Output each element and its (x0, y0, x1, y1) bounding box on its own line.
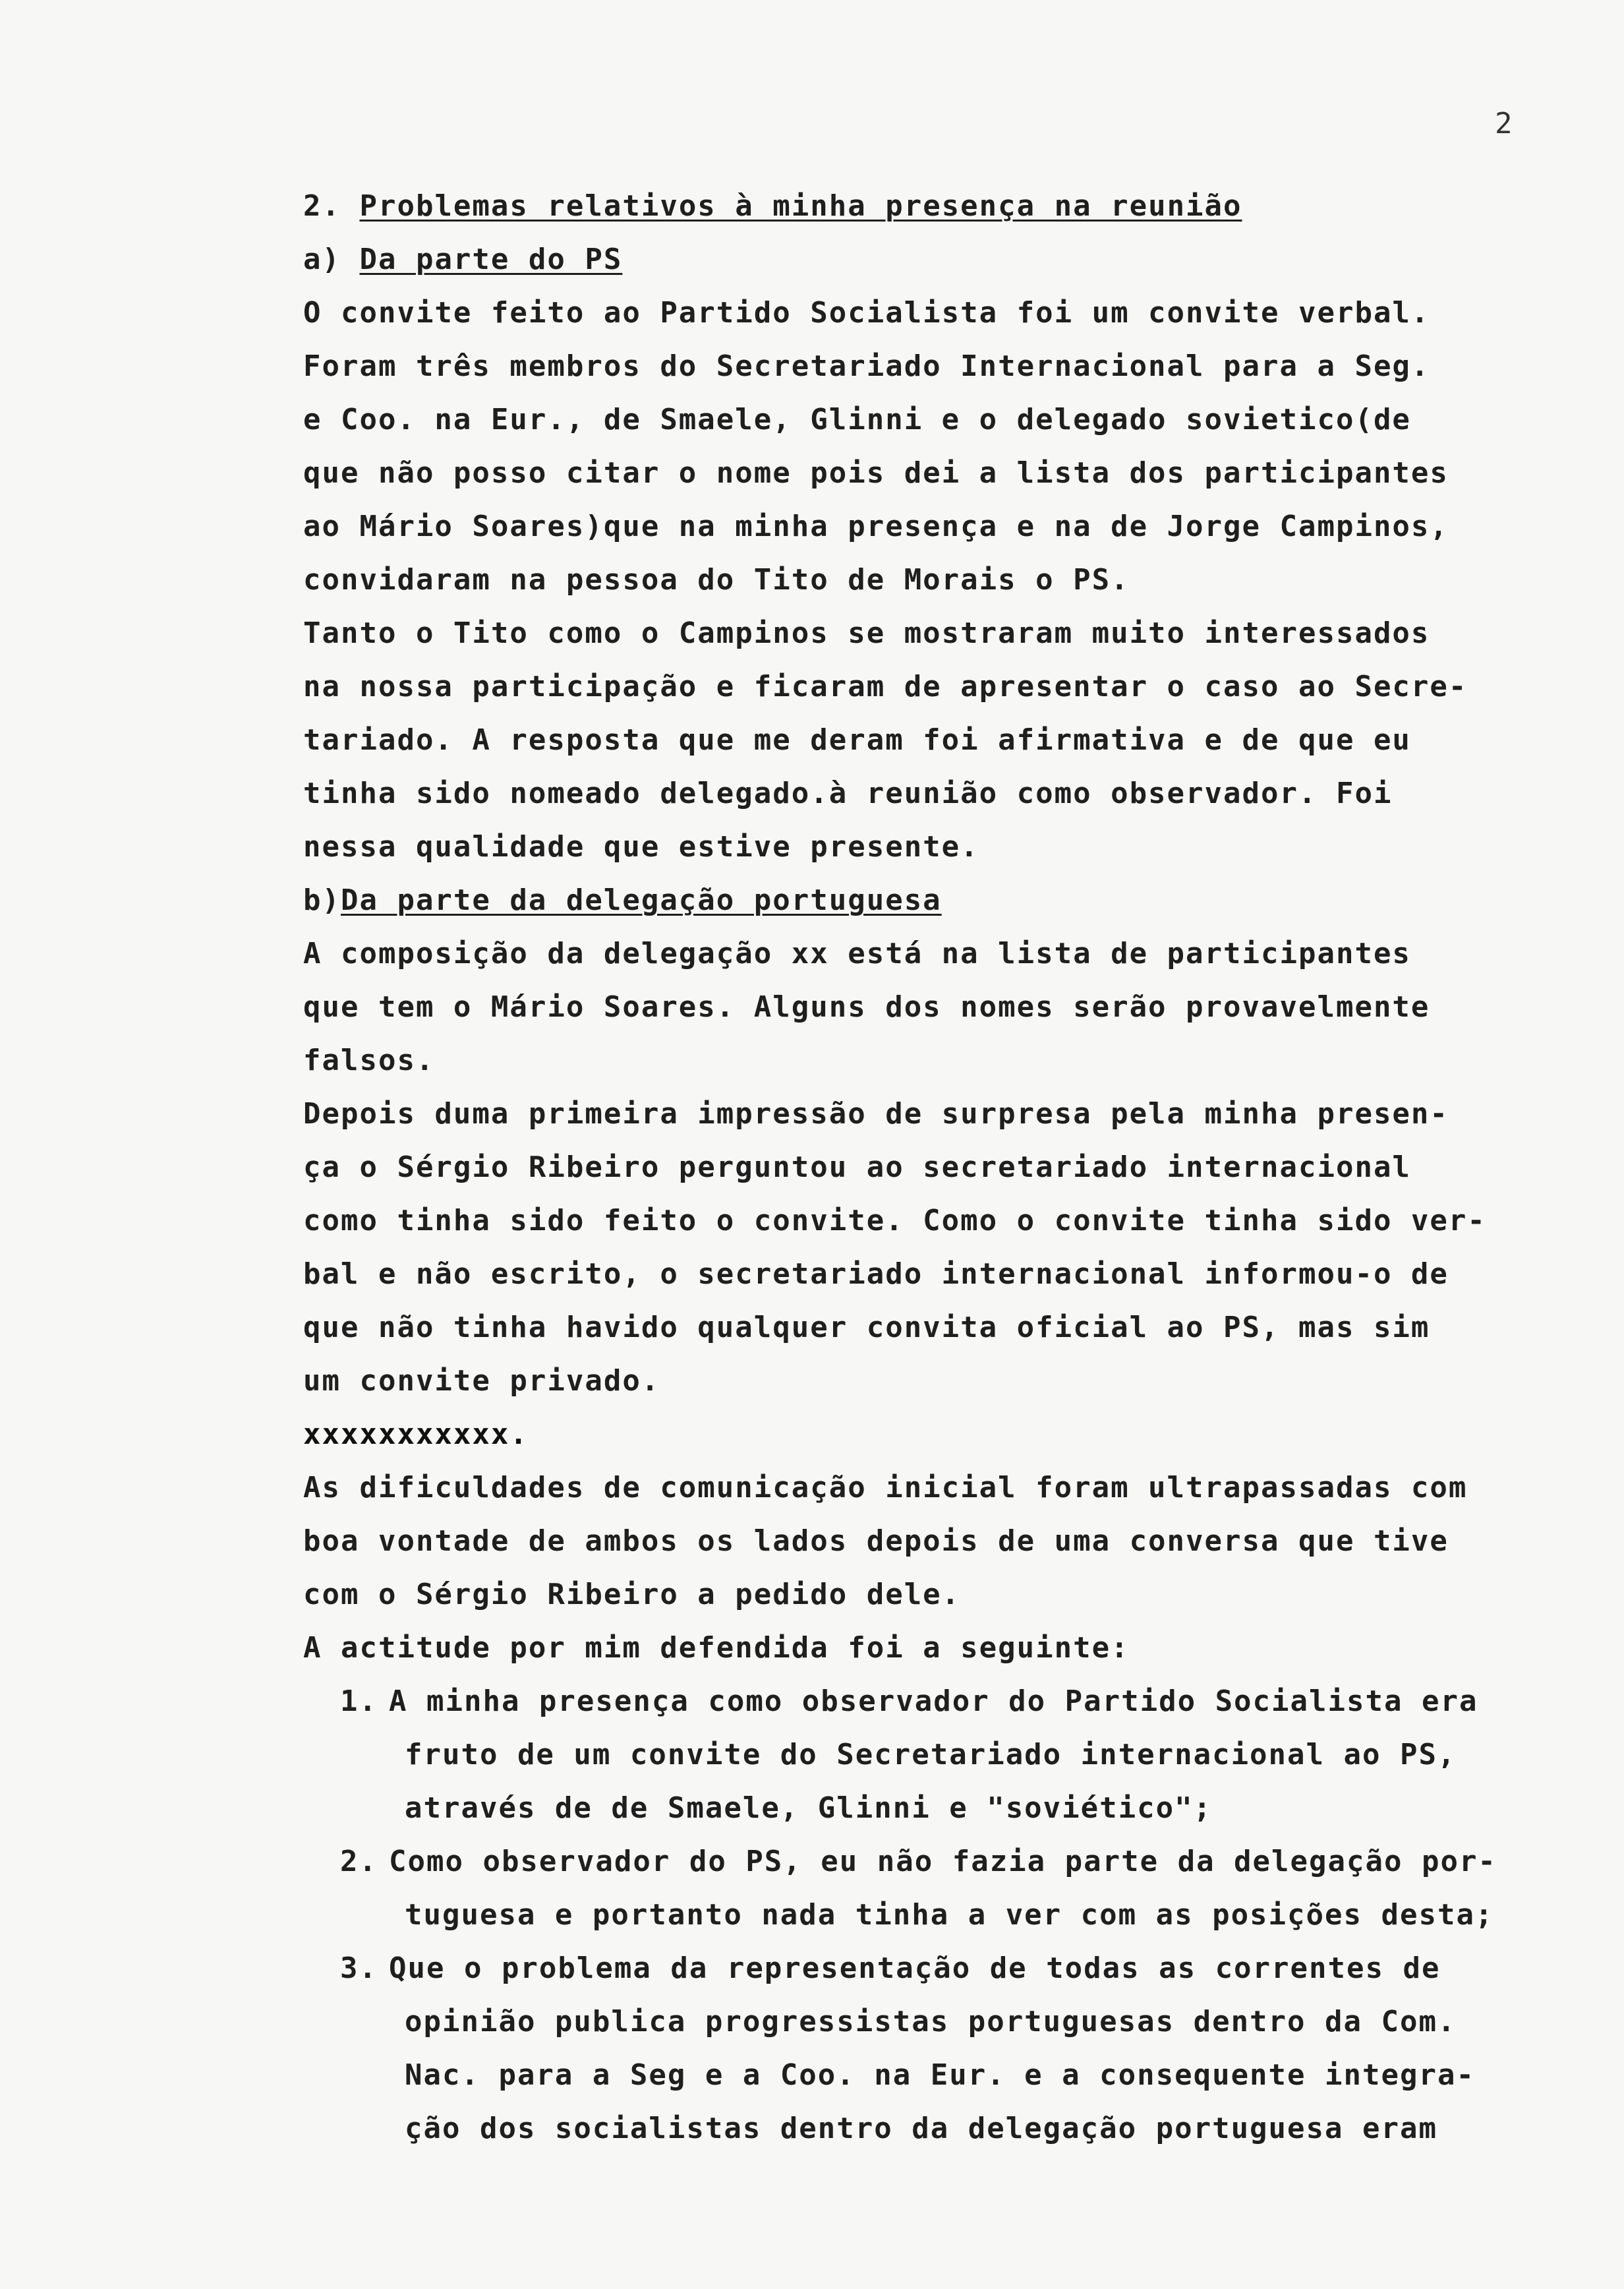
text-line: na nossa participação e ficaram de apresentar o caso ao Secre- (303, 670, 1468, 703)
document-body (303, 179, 1555, 2155)
text-line: A composição da delegação xx está na lista de participantes (303, 937, 1411, 970)
numbered-list (303, 1675, 1555, 2155)
list-item-first-line (303, 1942, 1555, 1995)
part-a-label: a) (303, 243, 341, 276)
text-line: tariado. A resposta que me deram foi afirmativa e de que eu (303, 723, 1411, 757)
section-title: Problemas relativos à minha presença na reunião (359, 189, 1242, 223)
part-a-heading (303, 233, 1555, 286)
text-line: que não posso citar o nome pois dei a lista dos participantes (303, 456, 1449, 490)
list-item (303, 1942, 1555, 2155)
text-line: tuguesa e portanto nada tinha a ver com as posições desta; (405, 1898, 1494, 1932)
part-b-text (303, 927, 1555, 1408)
text-line: convidaram na pessoa do Tito de Morais o PS. (303, 563, 1130, 597)
text-line: boa vontade de ambos os lados depois de uma conversa que tive (303, 1524, 1449, 1558)
text-line: Depois duma primeira impressão de surpresa pela minha presen- (303, 1097, 1449, 1131)
text-line: Que o problema da representação de todas as correntes de (389, 1951, 1441, 1985)
list-item (303, 1835, 1555, 1942)
text-line: As dificuldades de comunicação inicial foram ultrapassadas com (303, 1471, 1468, 1504)
section-heading (303, 179, 1555, 233)
text-line: que não tinha havido qualquer convita oficial ao PS, mas sim (303, 1311, 1430, 1344)
part-b-label: b) (303, 883, 341, 917)
part-b-title: Da parte da delegação portuguesa (340, 883, 942, 917)
text-line: com o Sérgio Ribeiro a pedido dele. (303, 1578, 961, 1611)
text-line: através de de Smaele, Glinni e "soviético"; (405, 1791, 1213, 1825)
text-line: Foram três membros do Secretariado Internacional para a Seg. (303, 349, 1430, 383)
text-line: tinha sido nomeado delegado.à reunião como observador. Foi (303, 777, 1393, 810)
struck-out-line: xxxxxxxxxxx. (303, 1417, 529, 1451)
list-item-number: 2. (340, 1845, 378, 1878)
text-line: Tanto o Tito como o Campinos se mostraram muito interessados (303, 616, 1430, 650)
list-item (303, 1675, 1555, 1835)
text-line: O convite feito ao Partido Socialista foi um convite verbal. (303, 296, 1430, 330)
text-line: como tinha sido feito o convite. Como o convite tinha sido ver- (303, 1204, 1486, 1237)
part-b-heading (303, 874, 1555, 927)
list-item-first-line (303, 1835, 1555, 1888)
text-line: um convite privado. (303, 1364, 660, 1398)
part-a-text (303, 286, 1555, 874)
list-item-number: 3. (340, 1951, 378, 1985)
paragraph (303, 1461, 1555, 1675)
part-a-title: Da parte do PS (359, 243, 623, 276)
text-line: falsos. (303, 1044, 435, 1077)
text-line: opinião publica progressistas portuguesas dentro da Com. (405, 2005, 1457, 2038)
list-item-number: 1. (340, 1684, 378, 1718)
list-item-first-line (303, 1675, 1555, 1728)
text-line: ao Mário Soares)que na minha presença e na de Jorge Campinos, (303, 510, 1449, 543)
text-line: A actitude por mim defendida foi a seguinte: (303, 1631, 1130, 1665)
text-line: Como observador do PS, eu não fazia parte da delegação por- (389, 1845, 1497, 1878)
text-line: fruto de um convite do Secretariado internacional ao PS, (405, 1738, 1457, 1771)
text-line: e Coo. na Eur., de Smaele, Glinni e o delegado sovietico(de (303, 403, 1411, 436)
section-number: 2. (303, 189, 341, 223)
text-line: bal e não escrito, o secretariado internacional informou-o de (303, 1257, 1449, 1291)
text-line: ça o Sérgio Ribeiro perguntou ao secretariado internacional (303, 1150, 1411, 1184)
text-line: A minha presença como observador do Partido Socialista era (389, 1684, 1478, 1718)
page-number: 2 (1495, 107, 1513, 140)
text-line: ção dos socialistas dentro da delegação portuguesa eram (405, 2112, 1437, 2145)
text-line: Nac. para a Seg e a Coo. na Eur. e a consequente integra- (405, 2058, 1475, 2092)
text-line: nessa qualidade que estive presente. (303, 830, 979, 864)
text-line: que tem o Mário Soares. Alguns dos nomes serão provavelmente (303, 990, 1430, 1024)
